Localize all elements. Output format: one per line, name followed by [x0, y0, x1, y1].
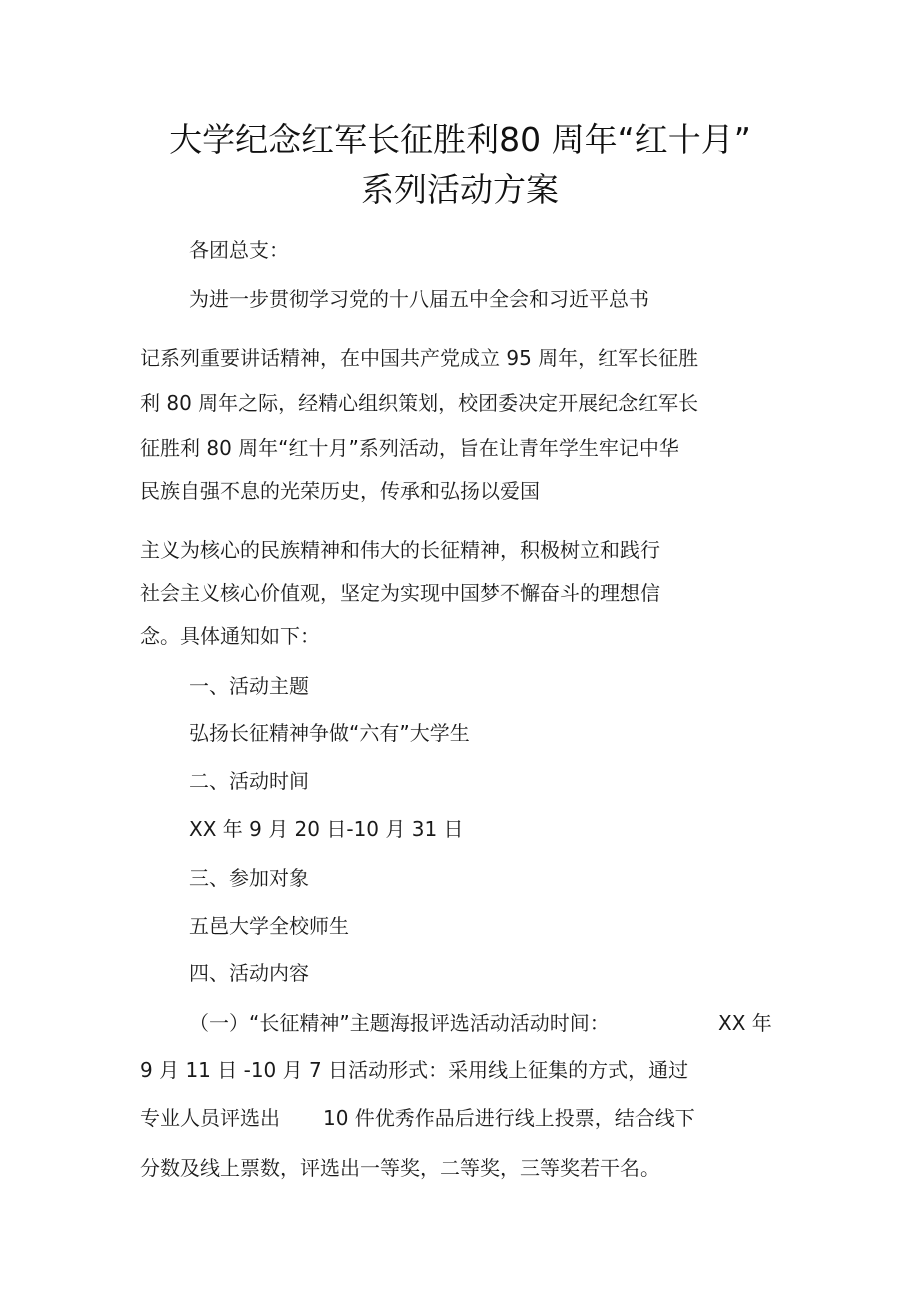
intro-line: 民族自强不息的光荣历史，传承和弘扬以爱国 [140, 479, 540, 503]
section-heading-theme: 一、活动主题 [189, 674, 309, 698]
intro-line: 主义为核心的民族精神和伟大的长征精神，积极树立和践行 [140, 538, 660, 562]
item1-line4: 分数及线上票数，评选出一等奖，二等奖，三等奖若干名。 [140, 1156, 660, 1180]
item1-line3-left: 专业人员评选出 [140, 1106, 280, 1130]
document-title-line1: 大学纪念红军长征胜利80 周年“红十月” [169, 120, 751, 159]
section-heading-participants: 三、参加对象 [189, 866, 309, 890]
intro-line: 征胜利 80 周年“红十月”系列活动，旨在让青年学生牢记中华 [140, 436, 679, 460]
intro-line: 为进一步贯彻学习党的十八届五中全会和习近平总书 [189, 287, 649, 311]
item1-line2: 9 月 11 日 -10 月 7 日活动形式：采用线上征集的方式，通过 [140, 1058, 689, 1082]
item1-line1-left: （一）“长征精神”主题海报评选活动活动时间： [189, 1011, 610, 1035]
intro-line: 念。具体通知如下： [140, 624, 320, 648]
item1-line1-right: XX 年 [718, 1011, 772, 1035]
section-body-participants: 五邑大学全校师生 [189, 914, 349, 938]
section-body-time: XX 年 9 月 20 日-10 月 31 日 [189, 817, 464, 841]
section-heading-content: 四、活动内容 [189, 961, 309, 985]
section-body-theme: 弘扬长征精神争做“六有”大学生 [189, 721, 470, 745]
document-title-line2: 系列活动方案 [361, 170, 559, 209]
intro-line: 记系列重要讲话精神，在中国共产党成立 95 周年，红军长征胜 [140, 346, 699, 370]
salutation: 各团总支： [189, 238, 289, 262]
section-heading-time: 二、活动时间 [189, 769, 309, 793]
intro-line: 社会主义核心价值观，坚定为实现中国梦不懈奋斗的理想信 [140, 581, 660, 605]
item1-line3-right: 10 件优秀作品后进行线上投票，结合线下 [323, 1106, 695, 1130]
intro-line: 利 80 周年之际，经精心组织策划，校团委决定开展纪念红军长 [140, 391, 699, 415]
